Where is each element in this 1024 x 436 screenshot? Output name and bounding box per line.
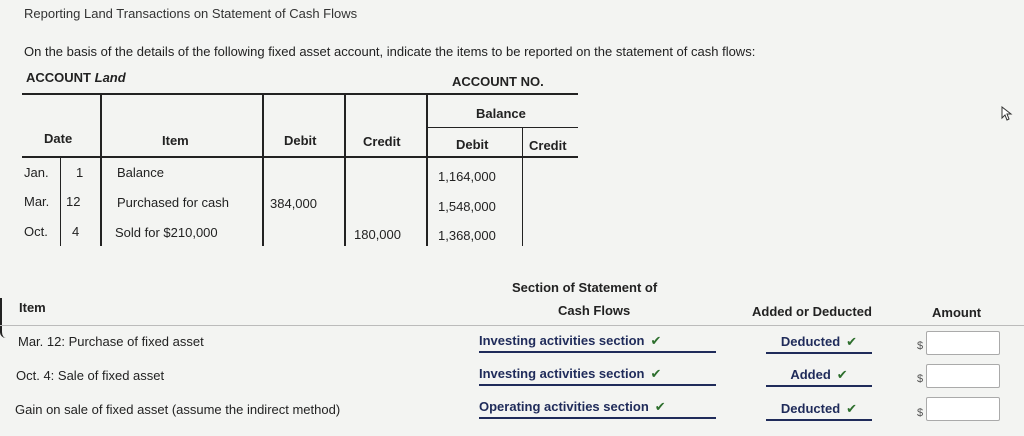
page-title: Reporting Land Transactions on Statement of Cash Flows bbox=[24, 6, 358, 21]
account-name: Land bbox=[94, 70, 126, 85]
ledger-col-rule bbox=[522, 128, 523, 246]
added-deducted-value: Added bbox=[790, 367, 831, 382]
added-deducted-value: Deducted bbox=[780, 401, 841, 416]
ledger-cell-debit: 384,000 bbox=[270, 196, 317, 211]
added-deducted-dropdown[interactable] bbox=[766, 334, 872, 354]
ledger-cell-item: Balance bbox=[117, 165, 164, 180]
section-dropdown-value: Investing activities section bbox=[479, 333, 645, 348]
ledger-cell-month: Oct. bbox=[24, 224, 48, 239]
row-item-label: Oct. 4: Sale of fixed asset bbox=[16, 368, 165, 383]
checkmark-icon: ✔ bbox=[650, 366, 662, 381]
added-deducted-value: Deducted bbox=[780, 334, 841, 349]
ledger-header-credit: Credit bbox=[363, 134, 401, 149]
added-deducted-dropdown[interactable] bbox=[766, 367, 872, 387]
section-dropdown-value: Investing activities section bbox=[479, 366, 645, 381]
account-number-label: ACCOUNT NO. bbox=[452, 74, 544, 89]
checkmark-icon: ✔ bbox=[654, 399, 666, 414]
added-deducted-dropdown[interactable] bbox=[766, 401, 872, 421]
ledger-cell-item: Sold for $210,000 bbox=[115, 225, 218, 240]
header-item: Item bbox=[19, 300, 46, 315]
ledger-header-date: Date bbox=[44, 131, 73, 146]
ledger-balance-rule bbox=[428, 127, 578, 128]
checkmark-icon: ✔ bbox=[846, 334, 858, 349]
section-dropdown[interactable] bbox=[479, 399, 716, 419]
ledger-cell-day: 1 bbox=[76, 165, 84, 180]
amount-input[interactable] bbox=[926, 397, 1000, 421]
currency-symbol: $ bbox=[917, 373, 924, 385]
ledger-header-rule bbox=[22, 156, 578, 158]
checkmark-icon: ✔ bbox=[836, 367, 848, 382]
amount-input[interactable] bbox=[926, 364, 1000, 388]
ledger-col-rule bbox=[262, 94, 264, 246]
row-item-label: Mar. 12: Purchase of fixed asset bbox=[18, 334, 204, 349]
ledger-col-rule bbox=[344, 94, 346, 246]
ledger-col-rule bbox=[60, 158, 61, 246]
ledger-cell-month: Mar. bbox=[24, 194, 50, 209]
header-section-line1: Section of Statement of bbox=[512, 280, 658, 295]
ledger-top-rule bbox=[22, 93, 578, 95]
header-section-line2: Cash Flows bbox=[558, 303, 631, 318]
amount-input[interactable] bbox=[926, 331, 1000, 355]
ledger-col-rule bbox=[100, 94, 102, 246]
header-divider bbox=[0, 325, 1024, 326]
ledger-cell-balance-debit: 1,368,000 bbox=[438, 228, 496, 243]
instructions: On the basis of the details of the following fixed asset account, indicate the items to be reported on the statement of cash flows: bbox=[24, 44, 756, 59]
ledger-col-rule bbox=[426, 94, 428, 246]
currency-symbol: $ bbox=[917, 340, 924, 352]
ledger-cell-item: Purchased for cash bbox=[117, 195, 230, 210]
ledger-cell-credit: 180,000 bbox=[354, 227, 401, 242]
row-item-label: Gain on sale of fixed asset (assume the indirect method) bbox=[15, 402, 341, 417]
checkmark-icon: ✔ bbox=[846, 401, 858, 416]
ledger-cell-month: Jan. bbox=[24, 165, 49, 180]
ledger-header-item: Item bbox=[162, 133, 189, 148]
ledger-cell-balance-debit: 1,164,000 bbox=[438, 169, 496, 184]
currency-symbol: $ bbox=[917, 407, 924, 419]
header-amount: Amount bbox=[932, 305, 982, 320]
account-label bbox=[26, 70, 126, 85]
ledger-cell-day: 12 bbox=[66, 194, 81, 209]
checkmark-icon: ✔ bbox=[650, 333, 662, 348]
header-added-deducted: Added or Deducted bbox=[752, 304, 872, 319]
account-label-prefix: ACCOUNT bbox=[26, 70, 91, 85]
ledger-header-balance-debit: Debit bbox=[456, 137, 489, 152]
ledger-header-balance-credit: Credit bbox=[529, 138, 567, 153]
left-bracket bbox=[0, 298, 8, 338]
ledger-cell-day: 4 bbox=[72, 224, 80, 239]
ledger-header-debit: Debit bbox=[284, 133, 317, 148]
section-dropdown[interactable] bbox=[479, 366, 716, 386]
section-dropdown[interactable] bbox=[479, 333, 716, 353]
ledger-header-balance: Balance bbox=[476, 106, 526, 121]
ledger-cell-balance-debit: 1,548,000 bbox=[438, 199, 496, 214]
section-dropdown-value: Operating activities section bbox=[479, 399, 649, 414]
mouse-cursor-icon bbox=[1000, 106, 1016, 127]
